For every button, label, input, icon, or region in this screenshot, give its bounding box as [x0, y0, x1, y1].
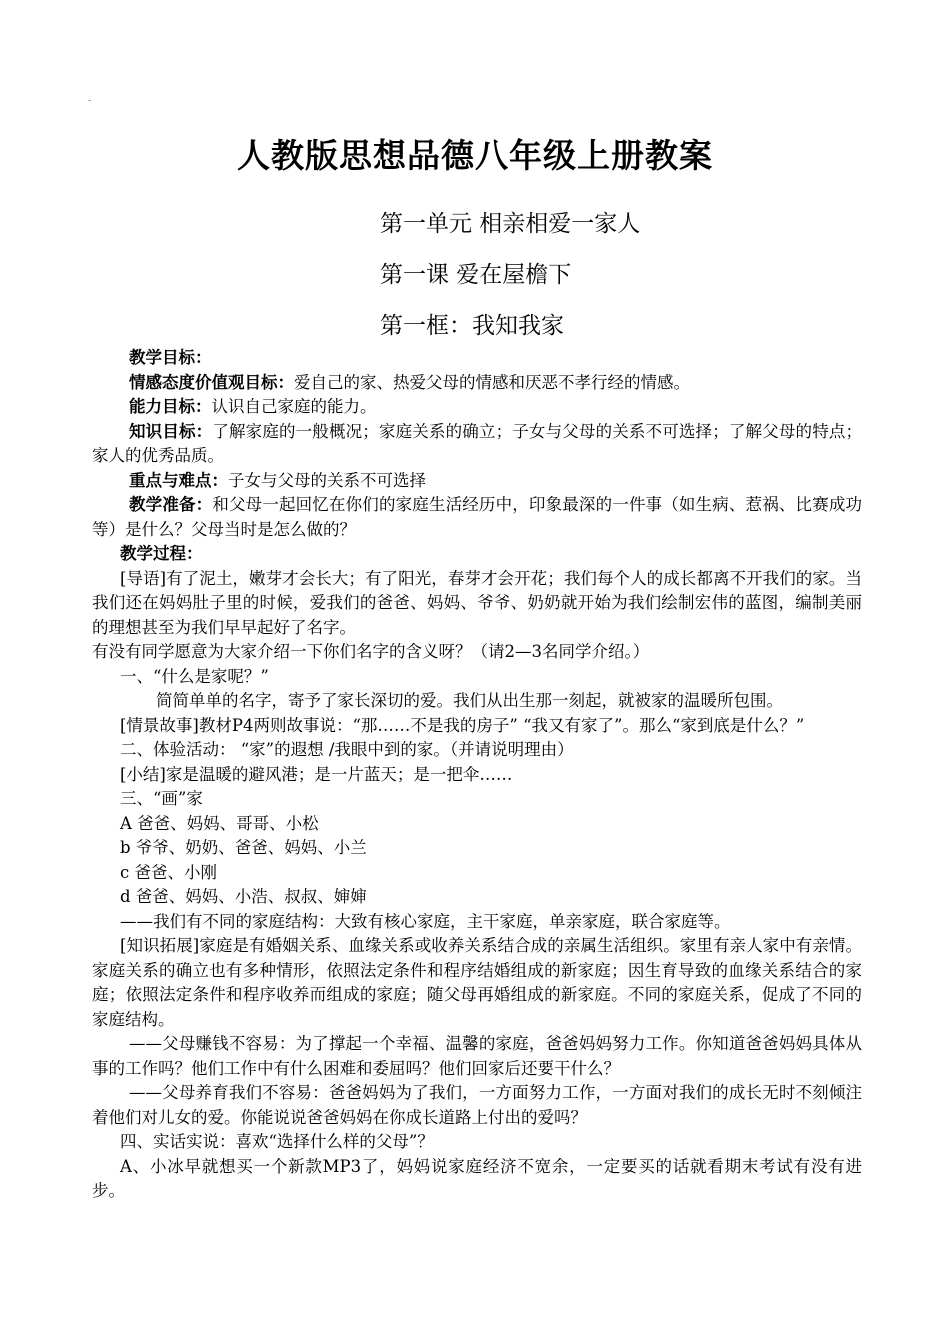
part-one-heading: 一、“什么是家呢？” — [120, 666, 269, 686]
unit-heading: 第一单元 相亲相爱一家人 — [380, 211, 641, 237]
story-paragraph: [情景故事]教材P4两则故事说：“那……不是我的房子” “我又有家了”。那么“家到底是什么？” — [120, 715, 805, 735]
name-question: 有没有同学愿意为大家介绍一下你们名字的含义呀？（请2—3名同学介绍。） — [92, 642, 650, 661]
family-item: A 爸爸、妈妈、哥哥、小松 — [120, 813, 319, 833]
family-item: d 爸爸、妈妈、小浩、叔叔、婶婶 — [120, 887, 367, 906]
family-item: b 爷爷、奶奶、爸爸、妈妈、小兰 — [120, 838, 367, 857]
parents-raising: ——父母养育我们不容易：爸爸妈妈为了我们，一方面努力工作，一方面对我们的成长无时不刻倾注着他们对儿女的爱。你能说说爸爸妈妈在你成长道路上付出的爱吗？ — [92, 1083, 862, 1127]
knowledge-extension: [知识拓展]家庭是有婚姻关系、血缘关系或收养关系结合成的亲属生活组织。家里有亲人家中有亲情。家庭关系的确立也有多种情形，依照法定条件和程序结婚组成的新家庭；因生育导致的血缘关系结合的家庭；依照法定条件和程序收养而组成的家庭；随父母再婚组成的新家庭。不同的家庭关系，促成了不同的家庭结构。 — [92, 936, 862, 1029]
ability-objective: 能力目标：认识自己家庭的能力。 — [129, 397, 377, 416]
family-structures: ——我们有不同的家庭结构：大致有核心家庭，主干家庭，单亲家庭，联合家庭等。 — [120, 911, 731, 931]
part-two-heading: 二、体验活动： “家”的遐想 /我眼中到的家。（并请说明理由） — [120, 740, 574, 759]
objectives-heading: 教学目标： — [129, 348, 212, 367]
knowledge-objective: 知识目标：了解家庭的一般概况；家庭关系的确立；子女与父母的关系不可选择；了解父母的特点；家人的优秀品质。 — [92, 421, 863, 465]
emotion-objective: 情感态度价值观目标：爱自己的家、热爱父母的情感和厌恶不孝行经的情感。 — [129, 372, 690, 392]
case-a: A、小冰早就想买一个新款MP3了，妈妈说家庭经济不宽余，一定要买的话就看期末考试有没有进步。 — [92, 1156, 862, 1200]
lesson-heading: 第一课 爱在屋檐下 — [380, 262, 572, 288]
summary-paragraph: [小结]家是温暖的避风港；是一片蓝天；是一把伞…… — [120, 764, 513, 784]
key-points: 重点与难点：子女与父母的关系不可选择 — [129, 470, 426, 490]
section-heading: 第一框：我知我家 — [380, 313, 564, 339]
intro-paragraph: [导语]有了泥土，嫩芽才会长大；有了阳光，春芽才会开花；我们每个人的成长都离不开我们的家。当我们还在妈妈肚子里的时候，爱我们的爸爸、妈妈、爷爷、奶奶就开始为我们绘制宏伟的蓝图，编制美丽的理想甚至为我们早早起好了名字。 — [92, 568, 862, 637]
teaching-preparation: 教学准备：和父母一起回忆在你们的家庭生活经历中，印象最深的一件事（如生病、惹祸、比赛成功等）是什么？父母当时是怎么做的？ — [92, 495, 863, 539]
corner-mark: - — [88, 96, 92, 106]
family-item: c 爸爸、小刚 — [120, 862, 217, 882]
lesson-plan-body — [92, 346, 862, 1204]
part-one-text: 简简单单的名字，寄予了家长深切的爱。我们从出生那一刻起，就被家的温暖所包围。 — [156, 691, 783, 710]
document-title: 人教版思想品德八年级上册教案 — [237, 136, 713, 175]
part-three-heading: 三、“画”家 — [120, 789, 203, 808]
process-heading: 教学过程： — [120, 544, 203, 563]
part-four-heading: 四、实话实说：喜欢“选择什么样的父母”？ — [120, 1132, 434, 1151]
parents-earning: ——父母赚钱不容易：为了撑起一个幸福、温馨的家庭，爸爸妈妈努力工作。你知道爸爸妈妈具体从事的工作吗？他们工作中有什么困难和委屈吗？他们回家后还要干什么？ — [92, 1034, 862, 1078]
